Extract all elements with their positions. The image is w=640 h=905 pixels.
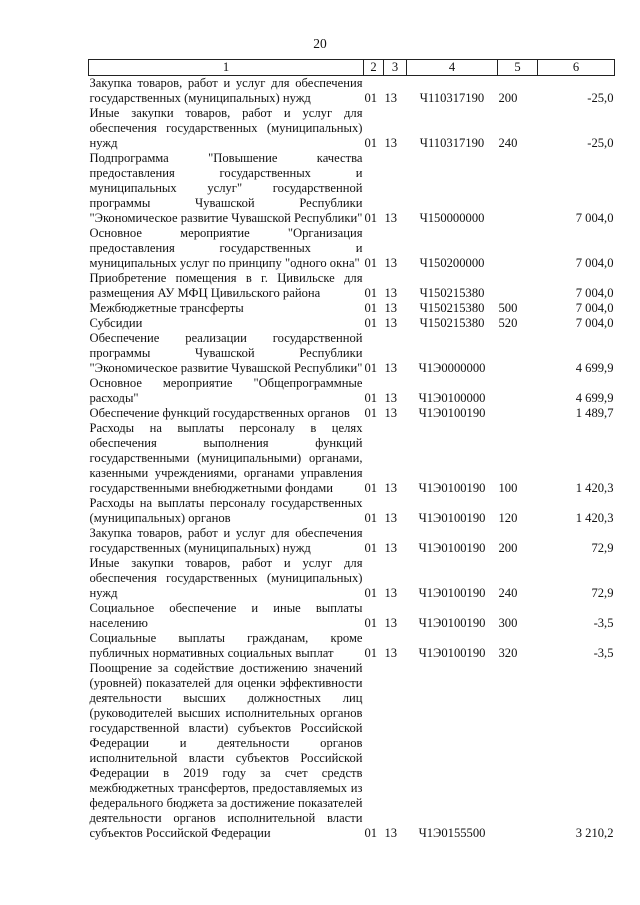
row-amount: 4 699,9 bbox=[575, 361, 614, 375]
row-expense-type bbox=[498, 331, 538, 376]
row-section: 01 bbox=[364, 586, 378, 600]
row-target-code: Ч1Э0100190 bbox=[418, 646, 486, 660]
table-row bbox=[89, 601, 615, 631]
row-amount: 7 004,0 bbox=[575, 286, 614, 300]
row-expense-type bbox=[498, 271, 538, 301]
row-target-code: Ч1Э0000000 bbox=[418, 361, 486, 375]
row-subsection: 13 bbox=[384, 286, 398, 300]
row-expense-type: 520 bbox=[498, 316, 518, 330]
row-target-code: Ч1Э0100000 bbox=[418, 391, 486, 405]
row-section: 01 bbox=[364, 316, 378, 330]
row-name: Обеспечение реализации государственной программы Чувашской Республики "Экономическое развитие Чувашской Республики" bbox=[89, 331, 363, 375]
row-amount: 72,9 bbox=[591, 541, 614, 555]
row-expense-type bbox=[498, 661, 538, 841]
row-amount: 1 420,3 bbox=[575, 481, 614, 495]
row-subsection: 13 bbox=[384, 646, 398, 660]
row-expense-type: 500 bbox=[498, 301, 518, 315]
row-target-code: Ч150000000 bbox=[419, 211, 485, 225]
row-section: 01 bbox=[364, 211, 378, 225]
row-name: Основное мероприятие "Организация предоставления государственных и муниципальных услуг по принципу "одного окна" bbox=[89, 226, 363, 270]
row-name: Закупка товаров, работ и услуг для обеспечения государственных (муниципальных) нужд bbox=[89, 76, 363, 105]
table-row bbox=[89, 316, 615, 331]
table-row bbox=[89, 406, 615, 421]
page-number: 20 bbox=[313, 36, 327, 51]
row-name: Межбюджетные трансферты bbox=[89, 301, 244, 315]
budget-table bbox=[88, 59, 615, 841]
row-target-code: Ч1Э0100190 bbox=[418, 586, 486, 600]
row-amount: 1 420,3 bbox=[575, 511, 614, 525]
row-name: Подпрограмма "Повышение качества предоставления государственных и муниципальных услуг" государственной программы Чувашской Республики "Экономическое развитие Чувашской Республики" bbox=[89, 151, 363, 225]
row-subsection: 13 bbox=[384, 211, 398, 225]
row-amount: 7 004,0 bbox=[575, 301, 614, 315]
row-section: 01 bbox=[364, 406, 378, 420]
row-amount: 1 489,7 bbox=[575, 406, 614, 420]
table-row bbox=[89, 376, 615, 406]
row-name: Закупка товаров, работ и услуг для обеспечения государственных (муниципальных) нужд bbox=[89, 526, 363, 555]
row-subsection: 13 bbox=[384, 586, 398, 600]
row-expense-type bbox=[498, 406, 538, 421]
row-target-code: Ч150200000 bbox=[419, 256, 485, 270]
row-target-code: Ч110317190 bbox=[419, 91, 485, 105]
row-target-code: Ч1Э0100190 bbox=[418, 541, 486, 555]
row-name: Поощрение за содействие достижению значений (уровней) показателей для оценки эффективности деятельности высших должностных лиц (руководителей высших исполнительных органов государственной власти) субъектов Российской Федерации и деятельности органов исполнительной власти субъектов Российской Федерации в 2019 году за счет средств межбюджетных трансфертов, предоставляемых из федерального бюджета за достижение показателей деятельности органов исполнительной власти субъектов Российской Федерации bbox=[89, 661, 363, 840]
row-expense-type bbox=[498, 376, 538, 406]
row-subsection: 13 bbox=[384, 406, 398, 420]
table-row bbox=[89, 151, 615, 226]
row-expense-type: 200 bbox=[498, 91, 518, 105]
row-name: Расходы на выплаты персоналу в целях обеспечения выполнения функций государственными (муниципальными) органами, казенными учреждениями, органами управления государственными внебюджетными фондами bbox=[89, 421, 363, 495]
row-subsection: 13 bbox=[384, 826, 398, 840]
row-subsection: 13 bbox=[384, 511, 398, 525]
row-subsection: 13 bbox=[384, 91, 398, 105]
header-col-1: 1 bbox=[89, 60, 364, 76]
table-row bbox=[89, 421, 615, 496]
row-amount: 7 004,0 bbox=[575, 211, 614, 225]
table-row bbox=[89, 661, 615, 841]
row-section: 01 bbox=[364, 541, 378, 555]
row-target-code: Ч1Э0100190 bbox=[418, 481, 486, 495]
row-target-code: Ч150215380 bbox=[419, 301, 485, 315]
row-expense-type: 200 bbox=[498, 541, 518, 555]
row-name: Социальные выплаты гражданам, кроме публичных нормативных социальных выплат bbox=[89, 631, 363, 660]
row-amount: 7 004,0 bbox=[575, 316, 614, 330]
row-target-code: Ч150215380 bbox=[419, 286, 485, 300]
row-subsection: 13 bbox=[384, 361, 398, 375]
row-subsection: 13 bbox=[384, 391, 398, 405]
row-subsection: 13 bbox=[384, 301, 398, 315]
header-col-5: 5 bbox=[498, 60, 538, 76]
header-col-2: 2 bbox=[364, 60, 384, 76]
table-row bbox=[89, 631, 615, 661]
row-subsection: 13 bbox=[384, 136, 398, 150]
header-col-3: 3 bbox=[384, 60, 407, 76]
row-target-code: Ч1Э0100190 bbox=[418, 511, 486, 525]
row-subsection: 13 bbox=[384, 616, 398, 630]
row-amount: 3 210,2 bbox=[575, 826, 614, 840]
table-row bbox=[89, 106, 615, 151]
table-row bbox=[89, 226, 615, 271]
row-expense-type: 300 bbox=[498, 616, 518, 630]
row-section: 01 bbox=[364, 481, 378, 495]
row-amount: -3,5 bbox=[593, 646, 614, 660]
row-name: Субсидии bbox=[89, 316, 143, 330]
row-expense-type bbox=[498, 226, 538, 271]
row-expense-type: 100 bbox=[498, 481, 518, 495]
row-amount: -25,0 bbox=[587, 91, 614, 105]
table-row bbox=[89, 556, 615, 601]
header-col-6: 6 bbox=[538, 60, 615, 76]
row-name: Расходы на выплаты персоналу государственных (муниципальных) органов bbox=[89, 496, 363, 525]
row-section: 01 bbox=[364, 286, 378, 300]
row-amount: -25,0 bbox=[587, 136, 614, 150]
row-section: 01 bbox=[364, 616, 378, 630]
row-subsection: 13 bbox=[384, 256, 398, 270]
row-section: 01 bbox=[364, 256, 378, 270]
row-section: 01 bbox=[364, 391, 378, 405]
row-subsection: 13 bbox=[384, 481, 398, 495]
row-section: 01 bbox=[364, 91, 378, 105]
table-row bbox=[89, 526, 615, 556]
row-amount: 4 699,9 bbox=[575, 391, 614, 405]
row-section: 01 bbox=[364, 826, 378, 840]
table-row bbox=[89, 76, 615, 107]
row-amount: 72,9 bbox=[591, 586, 614, 600]
row-section: 01 bbox=[364, 646, 378, 660]
table-row bbox=[89, 496, 615, 526]
row-name: Обеспечение функций государственных органов bbox=[89, 406, 350, 420]
row-expense-type: 320 bbox=[498, 646, 518, 660]
row-section: 01 bbox=[364, 301, 378, 315]
row-target-code: Ч1Э0100190 bbox=[418, 616, 486, 630]
row-expense-type bbox=[498, 151, 538, 226]
row-target-code: Ч1Э0155500 bbox=[418, 826, 486, 840]
row-target-code: Ч1Э0100190 bbox=[418, 406, 486, 420]
row-subsection: 13 bbox=[384, 316, 398, 330]
table-header-row bbox=[89, 60, 615, 76]
table-row bbox=[89, 331, 615, 376]
row-expense-type: 240 bbox=[498, 136, 518, 150]
row-expense-type: 120 bbox=[498, 511, 518, 525]
row-name: Приобретение помещения в г. Цивильске для размещения АУ МФЦ Цивильского района bbox=[89, 271, 363, 300]
table-row bbox=[89, 271, 615, 301]
row-name: Иные закупки товаров, работ и услуг для обеспечения государственных (муниципальных) нужд bbox=[89, 556, 363, 600]
header-col-4: 4 bbox=[407, 60, 498, 76]
row-name: Социальное обеспечение и иные выплаты населению bbox=[89, 601, 363, 630]
row-name: Основное мероприятие "Общепрограммные расходы" bbox=[89, 376, 363, 405]
row-target-code: Ч150215380 bbox=[419, 316, 485, 330]
row-amount: 7 004,0 bbox=[575, 256, 614, 270]
row-section: 01 bbox=[364, 511, 378, 525]
row-amount: -3,5 bbox=[593, 616, 614, 630]
row-target-code: Ч110317190 bbox=[419, 136, 485, 150]
table-row bbox=[89, 301, 615, 316]
row-name: Иные закупки товаров, работ и услуг для обеспечения государственных (муниципальных) нужд bbox=[89, 106, 363, 150]
row-subsection: 13 bbox=[384, 541, 398, 555]
row-section: 01 bbox=[364, 361, 378, 375]
row-expense-type: 240 bbox=[498, 586, 518, 600]
row-section: 01 bbox=[364, 136, 378, 150]
